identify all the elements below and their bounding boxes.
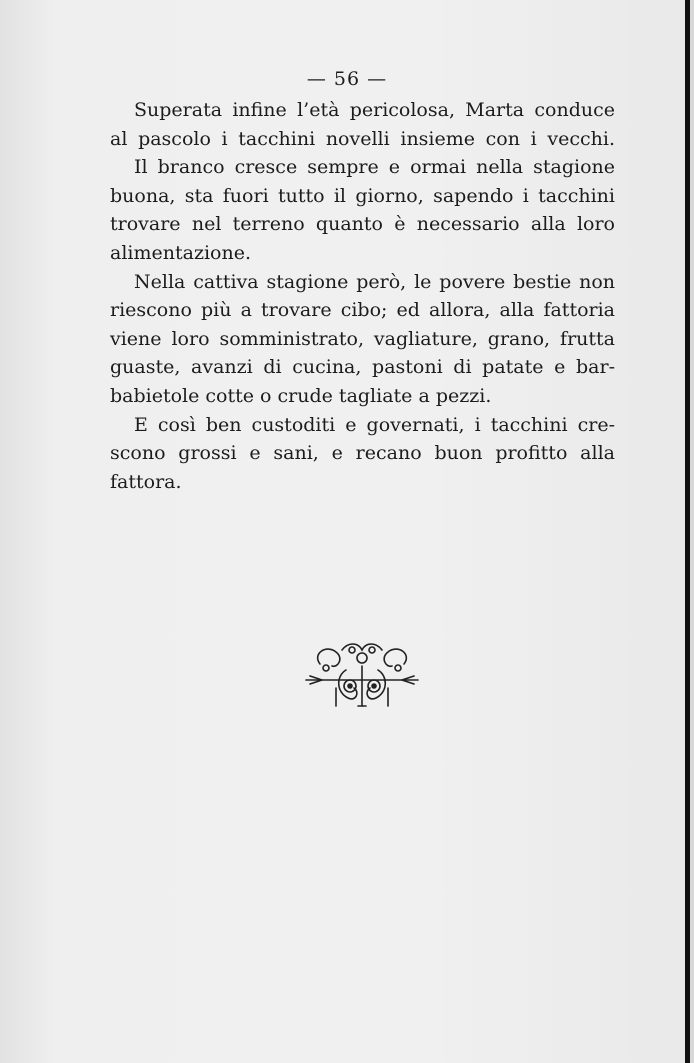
page-edge: [690, 0, 694, 1063]
text-line: guaste, avanzi di cucina, pastoni di patate e bar-: [110, 356, 615, 379]
text-line: babietole cotte o crude tagliate a pezzi.: [110, 384, 492, 407]
text-line: Superata infine l’età pericolosa, Marta conduce: [134, 99, 615, 121]
text-line: al pascolo i tacchini novelli insieme con i vecchi.: [110, 127, 615, 150]
body-text: [110, 96, 615, 496]
text-line: alimentazione.: [110, 241, 251, 264]
text-line: viene loro somministrato, vagliature, grano, frutta: [110, 327, 615, 350]
text-line: trovare nel terreno quanto è necessario alla loro: [110, 213, 615, 236]
text-line: scono grossi e sani, e recano buon profitto alla: [110, 442, 615, 465]
ornamental-tailpiece-icon: [302, 636, 422, 712]
text-line: riescono più a trovare cibo; ed allora, alla fattoria: [110, 299, 615, 322]
text-line: E così ben custoditi e governati, i tacchini cre-: [134, 413, 615, 436]
text-line: fattora.: [110, 470, 182, 493]
text-line: buona, sta fuori tutto il giorno, sapendo i tacchini: [110, 184, 615, 207]
text-line: Il branco cresce sempre e ormai nella stagione: [134, 156, 615, 179]
page-number: — 56 —: [306, 68, 388, 90]
text-line: Nella cattiva stagione però, le povere bestie non: [134, 270, 615, 293]
